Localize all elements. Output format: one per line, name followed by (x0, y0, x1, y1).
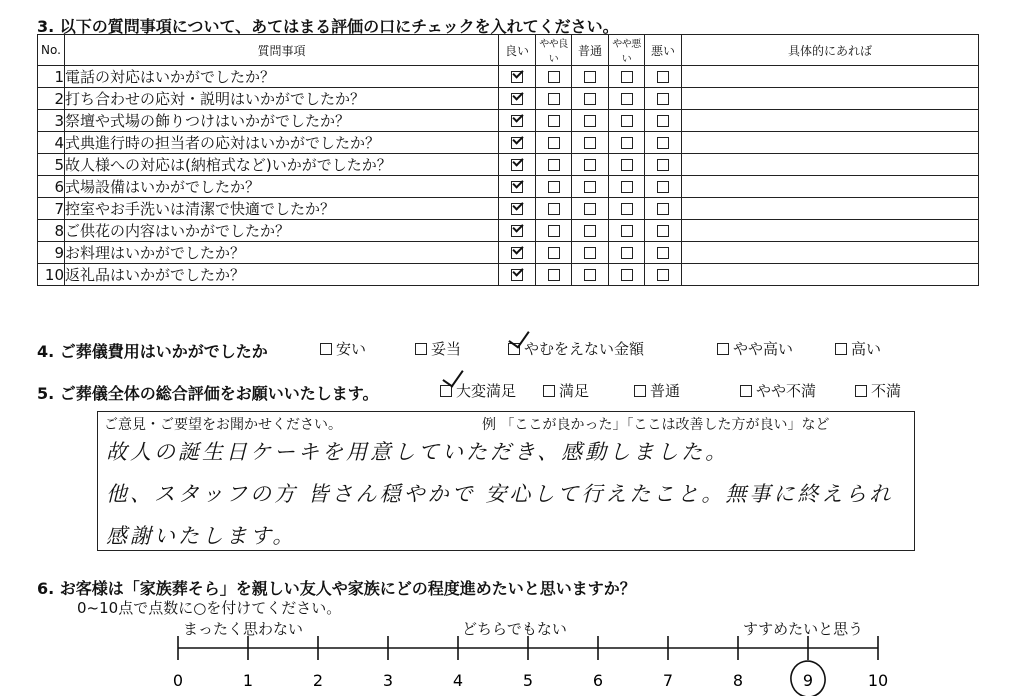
comment-cell[interactable] (682, 154, 979, 176)
checkbox-icon[interactable] (621, 203, 633, 215)
scale-tick-label-1[interactable]: 1 (242, 671, 254, 690)
checkbox-icon[interactable] (621, 159, 633, 171)
header-fairly-good: やや良い (536, 35, 572, 66)
rating-cell-bad[interactable] (645, 176, 682, 198)
rating-cell-normal[interactable] (572, 88, 609, 110)
scale-tick-label-4[interactable]: 4 (452, 671, 464, 690)
checkbox-icon[interactable] (717, 343, 729, 355)
rating-cell-fairly-bad[interactable] (609, 242, 645, 264)
rating-cell-good[interactable] (499, 264, 536, 286)
option-label: やむをえない金額 (524, 340, 645, 358)
checkbox-icon[interactable] (584, 181, 596, 193)
checkbox-icon[interactable] (584, 71, 596, 83)
rating-cell-fairly-bad[interactable] (609, 110, 645, 132)
table-row (38, 132, 979, 154)
option-label: 普通 (650, 382, 681, 400)
table-row (38, 198, 979, 220)
cost-option-slightly-high[interactable] (717, 338, 793, 359)
question-text: 式典進行時の担当者の応対はいかがでしたか？ (65, 132, 499, 154)
handwritten-comment-line-1: 故人の誕生日ケーキを用意していただき、感動しました。 (106, 440, 730, 464)
rating-cell-good[interactable] (499, 154, 536, 176)
scale-tick-label-9[interactable]: 9 (802, 671, 814, 690)
rating-cell-normal[interactable] (572, 264, 609, 286)
row-number: 5 (38, 154, 65, 176)
rating-cell-good[interactable] (499, 220, 536, 242)
section4-title: 4. ご葬儀費用はいかがでしたか (37, 342, 268, 361)
checkbox-icon[interactable] (584, 225, 596, 237)
header-normal: 普通 (572, 35, 609, 66)
scale-instruction: 0~10点で点数に○を付けてください。 (77, 599, 342, 617)
rating-cell-fairly-good[interactable] (536, 242, 572, 264)
row-number: 9 (38, 242, 65, 264)
checkbox-icon[interactable] (543, 385, 555, 397)
comment-cell[interactable] (682, 220, 979, 242)
rating-cell-normal[interactable] (572, 220, 609, 242)
rating-cell-good[interactable] (499, 176, 536, 198)
checkbox-icon[interactable] (584, 115, 596, 127)
comment-cell[interactable] (682, 198, 979, 220)
checkbox-icon[interactable] (548, 247, 560, 259)
scale-tick-label-5[interactable]: 5 (522, 671, 534, 690)
cost-option-high[interactable] (835, 338, 881, 359)
rating-cell-good[interactable] (499, 132, 536, 154)
checkbox-icon[interactable] (657, 137, 669, 149)
rating-cell-good[interactable] (499, 198, 536, 220)
table-row (38, 242, 979, 264)
rating-cell-good[interactable] (499, 110, 536, 132)
section3-title: 3. 以下の質問事項について、あてはまる評価の口にチェックを入れてください。 (37, 17, 619, 36)
cost-option-unavoidable[interactable] (508, 338, 644, 359)
option-label: やや高い (733, 340, 794, 358)
checkbox-icon[interactable] (511, 225, 523, 237)
row-number: 10 (38, 264, 65, 286)
row-number: 4 (38, 132, 65, 154)
scale-tick-label-8[interactable]: 8 (732, 671, 744, 690)
checkbox-icon[interactable] (621, 269, 633, 281)
row-number: 2 (38, 88, 65, 110)
rating-cell-fairly-bad[interactable] (609, 198, 645, 220)
option-label: 不満 (871, 382, 902, 400)
header-bad: 悪い (645, 35, 682, 66)
table-row (38, 154, 979, 176)
checkbox-icon[interactable] (548, 225, 560, 237)
rating-cell-bad[interactable] (645, 264, 682, 286)
scale-tick-label-3[interactable]: 3 (382, 671, 394, 690)
handwritten-comment-line-2: 他、スタッフの方 皆さん穏やかで 安心して行えたこと。無事に終えられ (106, 482, 894, 506)
option-label: 高い (851, 340, 882, 358)
checkbox-icon[interactable] (657, 269, 669, 281)
overall-option-dissatisfied[interactable] (855, 380, 901, 401)
rating-cell-bad[interactable] (645, 88, 682, 110)
checkbox-icon[interactable] (511, 247, 523, 259)
checkbox-icon[interactable] (621, 93, 633, 105)
checkbox-icon[interactable] (548, 181, 560, 193)
question-text: 控室やお手洗いは清潔で快適でしたか？ (65, 198, 499, 220)
rating-cell-fairly-bad[interactable] (609, 132, 645, 154)
rating-cell-bad[interactable] (645, 66, 682, 88)
checkbox-icon[interactable] (548, 269, 560, 281)
question-text: 電話の対応はいかがでしたか？ (65, 66, 499, 88)
rating-cell-fairly-good[interactable] (536, 88, 572, 110)
checkbox-icon[interactable] (548, 137, 560, 149)
checkbox-icon[interactable] (835, 343, 847, 355)
scale-label-mid: どちらでもない (462, 620, 567, 638)
comment-cell[interactable] (682, 66, 979, 88)
scale-tick-label-6[interactable]: 6 (592, 671, 604, 690)
comment-cell[interactable] (682, 110, 979, 132)
rating-cell-good[interactable] (499, 88, 536, 110)
rating-cell-bad[interactable] (645, 220, 682, 242)
rating-cell-normal[interactable] (572, 242, 609, 264)
row-number: 1 (38, 66, 65, 88)
checkbox-icon[interactable] (548, 115, 560, 127)
question-text: ご供花の内容はいかがでしたか？ (65, 220, 499, 242)
row-number: 7 (38, 198, 65, 220)
scale-label-low: まったく思わない (183, 620, 304, 638)
section5-title: 5. ご葬儀全体の総合評価をお願いいたします。 (37, 384, 379, 403)
header-comment: 具体的にあれば (682, 35, 979, 66)
rating-cell-fairly-good[interactable] (536, 220, 572, 242)
checkbox-icon[interactable] (634, 385, 646, 397)
header-good: 良い (499, 35, 536, 66)
table-row (38, 88, 979, 110)
checkbox-icon[interactable] (621, 137, 633, 149)
table-row (38, 66, 979, 88)
scale-tick-label-7[interactable]: 7 (662, 671, 674, 690)
checkbox-icon[interactable] (657, 115, 669, 127)
rating-cell-bad[interactable] (645, 110, 682, 132)
rating-cell-good[interactable] (499, 242, 536, 264)
checkbox-icon[interactable] (657, 181, 669, 193)
question-text: 式場設備はいかがでしたか？ (65, 176, 499, 198)
comment-cell[interactable] (682, 88, 979, 110)
table-row (38, 264, 979, 286)
checkbox-icon[interactable] (740, 385, 752, 397)
rating-cell-bad[interactable] (645, 198, 682, 220)
question-text: お料理はいかがでしたか？ (65, 242, 499, 264)
rating-cell-fairly-bad[interactable] (609, 88, 645, 110)
question-text: 祭壇や式場の飾りつけはいかがでしたか？ (65, 110, 499, 132)
rating-cell-fairly-bad[interactable] (609, 176, 645, 198)
rating-cell-normal[interactable] (572, 110, 609, 132)
checkbox-icon[interactable] (621, 225, 633, 237)
checkbox-icon[interactable] (415, 343, 427, 355)
checkbox-icon[interactable] (548, 93, 560, 105)
header-no: No. (38, 35, 65, 66)
comment-cell[interactable] (682, 264, 979, 286)
checkbox-icon[interactable] (621, 247, 633, 259)
checkbox-icon[interactable] (548, 159, 560, 171)
checkbox-icon[interactable] (511, 269, 523, 281)
rating-cell-normal[interactable] (572, 132, 609, 154)
table-row (38, 110, 979, 132)
cost-option-cheap[interactable] (320, 338, 366, 359)
checkbox-icon[interactable] (511, 93, 523, 105)
rating-cell-fairly-good[interactable] (536, 132, 572, 154)
rating-cell-fairly-good[interactable] (536, 264, 572, 286)
handwritten-comment-line-3: 感謝いたします。 (106, 524, 297, 548)
checkbox-icon[interactable] (584, 269, 596, 281)
rating-cell-fairly-bad[interactable] (609, 264, 645, 286)
rating-cell-fairly-bad[interactable] (609, 220, 645, 242)
comment-cell[interactable] (682, 242, 979, 264)
checkbox-icon[interactable] (657, 71, 669, 83)
overall-option-normal[interactable] (634, 380, 680, 401)
checkbox-icon[interactable] (584, 159, 596, 171)
checkbox-icon[interactable] (511, 203, 523, 215)
comment-cell[interactable] (682, 176, 979, 198)
checkbox-icon[interactable] (584, 247, 596, 259)
table-row (38, 220, 979, 242)
overall-option-slightly-dissatisfied[interactable] (740, 380, 816, 401)
overall-option-satisfied[interactable] (543, 380, 589, 401)
rating-cell-fairly-good[interactable] (536, 198, 572, 220)
scale-label-high: すすめたいと思う (743, 620, 864, 638)
rating-cell-normal[interactable] (572, 66, 609, 88)
rating-cell-normal[interactable] (572, 198, 609, 220)
comment-example: 例 「ここが良かった」「ここは改善した方が良い」など (482, 417, 830, 433)
row-number: 8 (38, 220, 65, 242)
rating-cell-fairly-good[interactable] (536, 110, 572, 132)
header-fairly-bad: やや悪い (609, 35, 645, 66)
question-text: 故人様への対応は(納棺式など)いかがでしたか？ (65, 154, 499, 176)
rating-cell-fairly-good[interactable] (536, 154, 572, 176)
rating-cell-normal[interactable] (572, 176, 609, 198)
rating-cell-fairly-good[interactable] (536, 66, 572, 88)
checkbox-icon[interactable] (584, 93, 596, 105)
rating-cell-bad[interactable] (645, 154, 682, 176)
scale-tick-label-0[interactable]: 0 (172, 671, 184, 690)
option-label: 安い (336, 340, 367, 358)
checkbox-icon[interactable] (511, 159, 523, 171)
comment-prompt: ご意見・ご要望をお聞かせください。 (104, 417, 342, 433)
option-label: 満足 (559, 382, 590, 400)
rating-table-header (38, 35, 979, 66)
row-number: 3 (38, 110, 65, 132)
scale-tick-label-10[interactable]: 10 (867, 671, 889, 690)
question-text: 打ち合わせの応対・説明はいかがでしたか？ (65, 88, 499, 110)
checkbox-icon[interactable] (584, 203, 596, 215)
checkbox-icon[interactable] (511, 137, 523, 149)
checkbox-icon[interactable] (657, 159, 669, 171)
option-label: 妥当 (431, 340, 462, 358)
row-number: 6 (38, 176, 65, 198)
checkbox-icon[interactable] (657, 93, 669, 105)
checkbox-icon[interactable] (548, 71, 560, 83)
rating-table (37, 34, 979, 286)
checkbox-icon[interactable] (657, 203, 669, 215)
comment-box[interactable] (97, 411, 915, 551)
checkbox-icon[interactable] (621, 115, 633, 127)
checkbox-icon[interactable] (855, 385, 867, 397)
rating-cell-fairly-bad[interactable] (609, 66, 645, 88)
option-label: 大変満足 (456, 382, 517, 400)
comment-cell[interactable] (682, 132, 979, 154)
checkbox-icon[interactable] (511, 71, 523, 83)
option-label: やや不満 (756, 382, 817, 400)
rating-cell-fairly-good[interactable] (536, 176, 572, 198)
checkbox-icon[interactable] (657, 247, 669, 259)
checkbox-icon[interactable] (657, 225, 669, 237)
rating-cell-normal[interactable] (572, 154, 609, 176)
checkbox-icon[interactable] (511, 181, 523, 193)
rating-cell-bad[interactable] (645, 132, 682, 154)
checkbox-icon[interactable] (584, 137, 596, 149)
checkbox-icon[interactable] (548, 203, 560, 215)
checkbox-icon[interactable] (511, 115, 523, 127)
header-question: 質問事項 (65, 35, 499, 66)
section6-title: 6. お客様は「家族葬そら」を親しい友人や家族にどの程度進めたいと思いますか？ (37, 579, 636, 598)
checkbox-icon[interactable] (621, 181, 633, 193)
scale-tick-label-2[interactable]: 2 (312, 671, 324, 690)
cost-option-reasonable[interactable] (415, 338, 461, 359)
rating-cell-fairly-bad[interactable] (609, 154, 645, 176)
table-row (38, 176, 979, 198)
question-text: 返礼品はいかがでしたか？ (65, 264, 499, 286)
checkbox-icon[interactable] (320, 343, 332, 355)
checkbox-icon[interactable] (621, 71, 633, 83)
rating-cell-good[interactable] (499, 66, 536, 88)
rating-cell-bad[interactable] (645, 242, 682, 264)
recommendation-scale (160, 630, 900, 696)
